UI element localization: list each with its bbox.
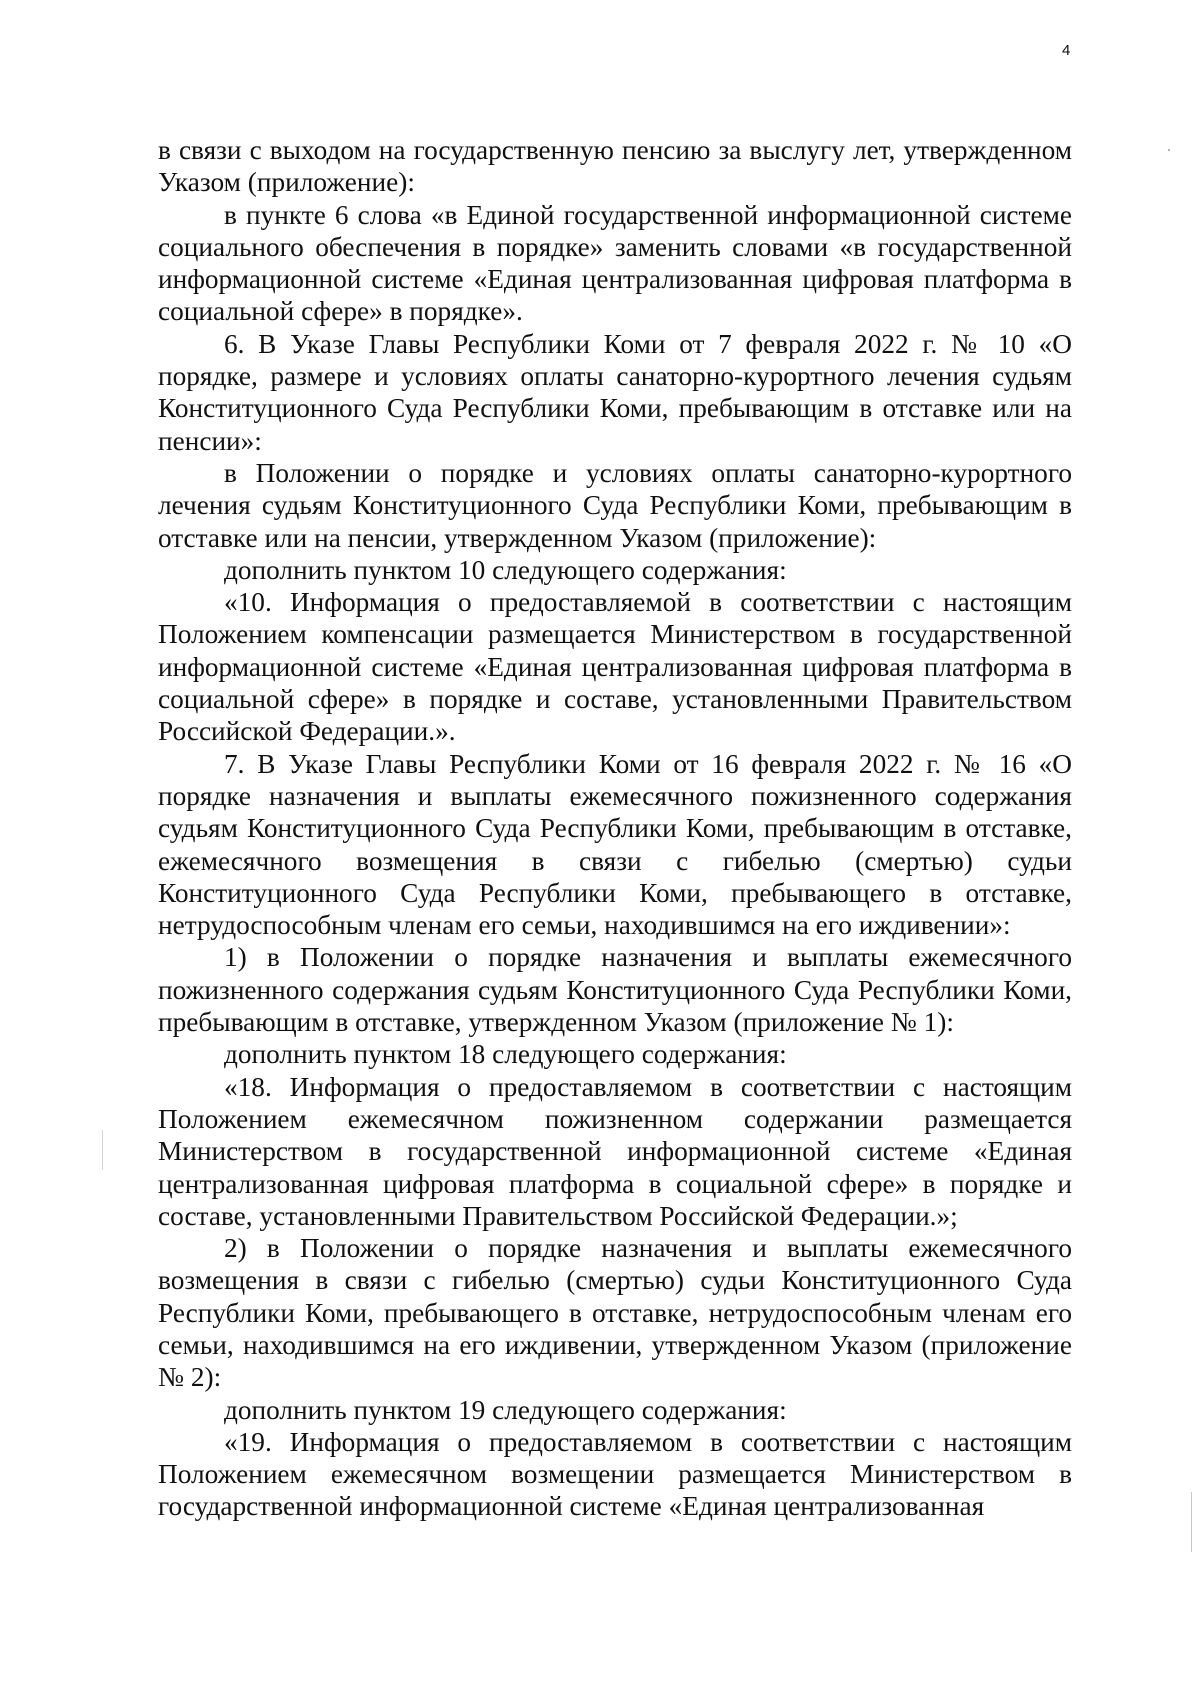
- paragraph-point-19-text: «19. Информация о предоставляемом в соответствии с настоящим Положением ежемесячном возмещении размещается Министерством в государственной информационной системе «Единая централизованная: [158, 1426, 1072, 1522]
- paragraph-add-point-10: дополнить пунктом 10 следующего содержания:: [224, 554, 787, 585]
- document-body: [158, 134, 1072, 1523]
- paragraph-item-6-decree-10: 6. В Указе Главы Республики Коми от 7 февраля 2022 г. № 10 «О порядке, размере и условиях оплаты санаторно-курортного лечения судьям Конституционного Суда Республики Коми, пребывающим в отставке или на пенсии»:: [158, 328, 1072, 456]
- paragraph-add-point-19: дополнить пунктом 19 следующего содержания:: [224, 1394, 787, 1425]
- paragraph-continuation: в связи с выходом на государственную пенсию за выслугу лет, утвержденном Указом (приложение):: [158, 135, 1072, 198]
- paragraph-subitem-2: 2) в Положении о порядке назначения и выплаты ежемесячного возмещения в связи с гибелью (смертью) судьи Конституционного Суда Республики Коми, пребывающего в отставке, нетрудоспособным членам его семьи, находившимся на его иждивении, утвержденном Указом (приложение № 2):: [158, 1233, 1072, 1393]
- paragraph-add-point-18: дополнить пунктом 18 следующего содержания:: [224, 1039, 787, 1070]
- paragraph-point-10-text: «10. Информация о предоставляемой в соответствии с настоящим Положением компенсации размещается Министерством в государственной информационной системе «Единая централизованная цифровая платформа в социальной сфере» в порядке и составе, установленными Правительством Российской Федерации.».: [158, 587, 1072, 747]
- paragraph-point-18-text: «18. Информация о предоставляемом в соответствии с настоящим Положением ежемесячном пожизненном содержании размещается Министерством в государственной информационной системе «Единая централизованная цифровая платформа в социальной сфере» в порядке и составе, установленными Правительством Российской Федерации.»;: [158, 1071, 1072, 1231]
- paragraph-item-7-decree-16: 7. В Указе Главы Республики Коми от 16 февраля 2022 г. № 16 «О порядке назначения и выплаты ежемесячного пожизненного содержания судьям Конституционного Суда Республики Коми, пребывающим в отставке, ежемесячного возмещения в связи с гибелью (смертью) судьи Конституционного Суда Республики Коми, пребывающего в отставке, нетрудоспособным членам его семьи, находившимся на его иждивении»:: [158, 748, 1072, 941]
- scan-edge-mark-right: [1191, 1492, 1192, 1552]
- paragraph-amendment-point-6: в пункте 6 слова «в Единой государственной информационной системе социального обеспечения в порядке» заменить словами «в государственной информационной системе «Единая централизованная цифровая платформа в социальной сфере» в порядке».: [158, 199, 1072, 327]
- scan-edge-mark-left: [102, 1130, 103, 1170]
- scan-speck: [1168, 149, 1170, 151]
- page-number: 4: [1062, 42, 1071, 59]
- paragraph-regulation-sanatorium: в Положении о порядке и условиях оплаты санаторно-курортного лечения судьям Конституционного Суда Республики Коми, пребывающим в отставке или на пенсии, утвержденном Указом (приложение):: [158, 457, 1072, 553]
- paragraph-subitem-1: 1) в Положении о порядке назначения и выплаты ежемесячного пожизненного содержания судьям Конституционного Суда Республики Коми, пребывающим в отставке, утвержденном Указом (приложение № 1):: [158, 942, 1072, 1038]
